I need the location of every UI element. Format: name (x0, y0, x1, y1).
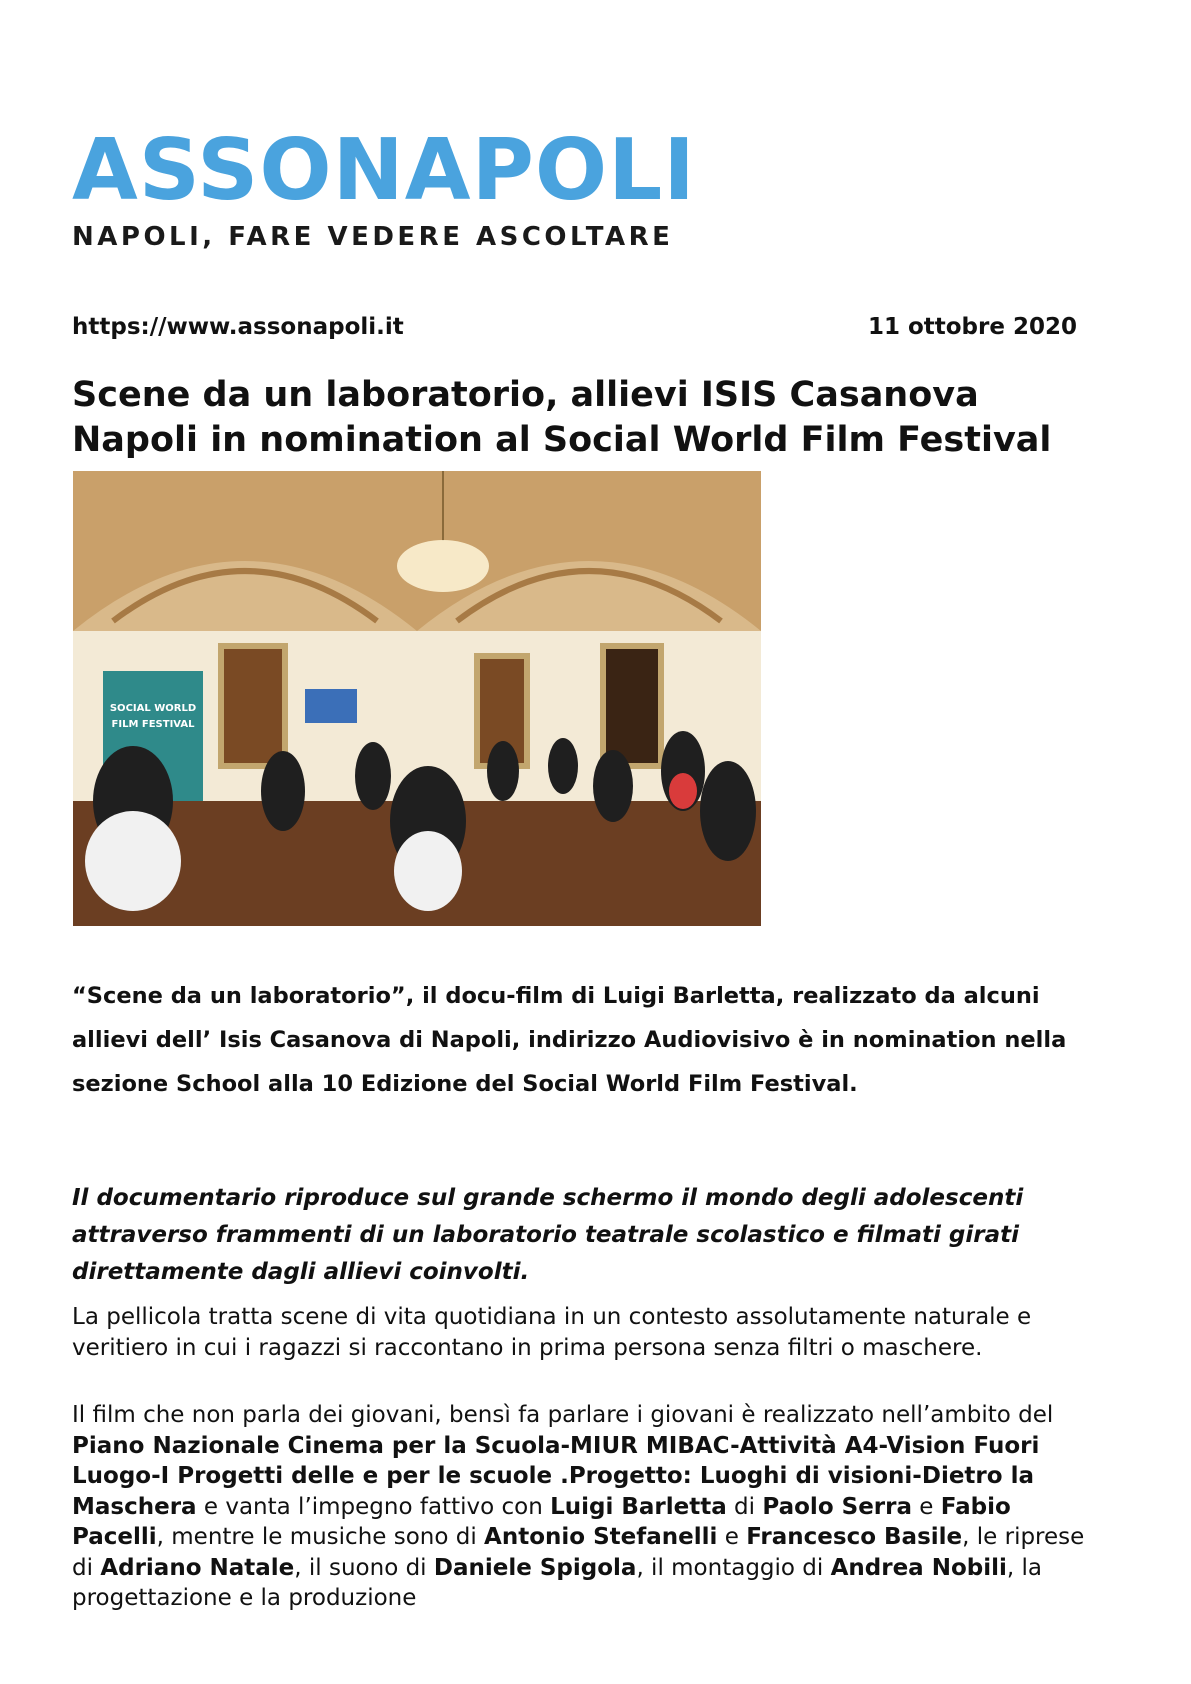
article-lead: “Scene da un laboratorio”, il docu-film di Luigi Barletta, realizzato da alcuni allievi dell’ Isis Casanova di Napoli, indirizzo Audiovisivo è in nomination nella sezione School alla 10 Edizione del Social World Film Festival. (72, 983, 1067, 1097)
credits-text: di (726, 1493, 763, 1520)
logo-tagline: NAPOLI, FARE VEDERE ASCOLTARE (72, 222, 674, 252)
logo-name: ASSONAPOLI (72, 121, 696, 220)
credits-name: Antonio Stefanelli (484, 1524, 718, 1550)
article-paragraph-1: La pellicola tratta scene di vita quotidiana in un contesto assolutamente naturale e veritiero in cui i ragazzi si raccontano in prima persona senza filtri o maschere. (72, 1304, 1032, 1361)
credits-text: , mentre le musiche sono di (156, 1524, 485, 1550)
credits-text: Il film che non parla dei giovani, bensì fa parlare i giovani è realizzato nell’ambito del (72, 1402, 1054, 1428)
credits-name: Francesco Basile (746, 1524, 963, 1550)
credits-text: e (912, 1493, 941, 1520)
credits-name: Paolo Serra (762, 1493, 912, 1520)
credits-text: e (717, 1524, 747, 1550)
credits-text: , le riprese di (72, 1524, 1085, 1581)
credits-project: Piano Nazionale Cinema per la Scuola-MIUR MIBAC-Attività A4-Vision Fuori Luogo-I Progetti delle e per le scuole .Progetto: Luoghi di visioni-Dietro la Maschera (72, 1432, 1040, 1520)
source-url[interactable]: https://www.assonapoli.it (72, 314, 404, 340)
banner-line-2: FILM FESTIVAL (111, 719, 195, 730)
publication-date: 11 ottobre 2020 (867, 314, 1077, 340)
credits-name: Andrea Nobili (830, 1554, 1007, 1581)
banner-line-1: SOCIAL WORLD (109, 703, 197, 714)
credits-text: , il montaggio di (636, 1554, 831, 1581)
article-title: Scene da un laboratorio, allievi ISIS Casanova Napoli in nomination al Social World Film Festival (72, 375, 1052, 460)
credits-name: Luigi Barletta (550, 1493, 727, 1520)
credits-name: Daniele Spigola (433, 1554, 637, 1581)
article-photo (73, 471, 761, 926)
credits-name: Fabio Pacelli (72, 1493, 1011, 1550)
article-quote: Il documentario riproduce sul grande schermo il mondo degli adolescenti attraverso frammenti di un laboratorio teatrale scolastico e filmati girati direttamente dagli allievi coinvolti. (72, 1185, 1024, 1285)
photo-illustration (73, 471, 761, 926)
article-paragraph-2 (72, 1400, 1102, 1614)
site-logo (72, 121, 696, 254)
credits-text: , la progettazione e la produzione (72, 1554, 1042, 1611)
credits-text: e vanta l’impegno fattivo con (196, 1493, 551, 1520)
credits-text: , il suono di (294, 1554, 434, 1581)
credits-name: Adriano Natale (100, 1554, 295, 1581)
